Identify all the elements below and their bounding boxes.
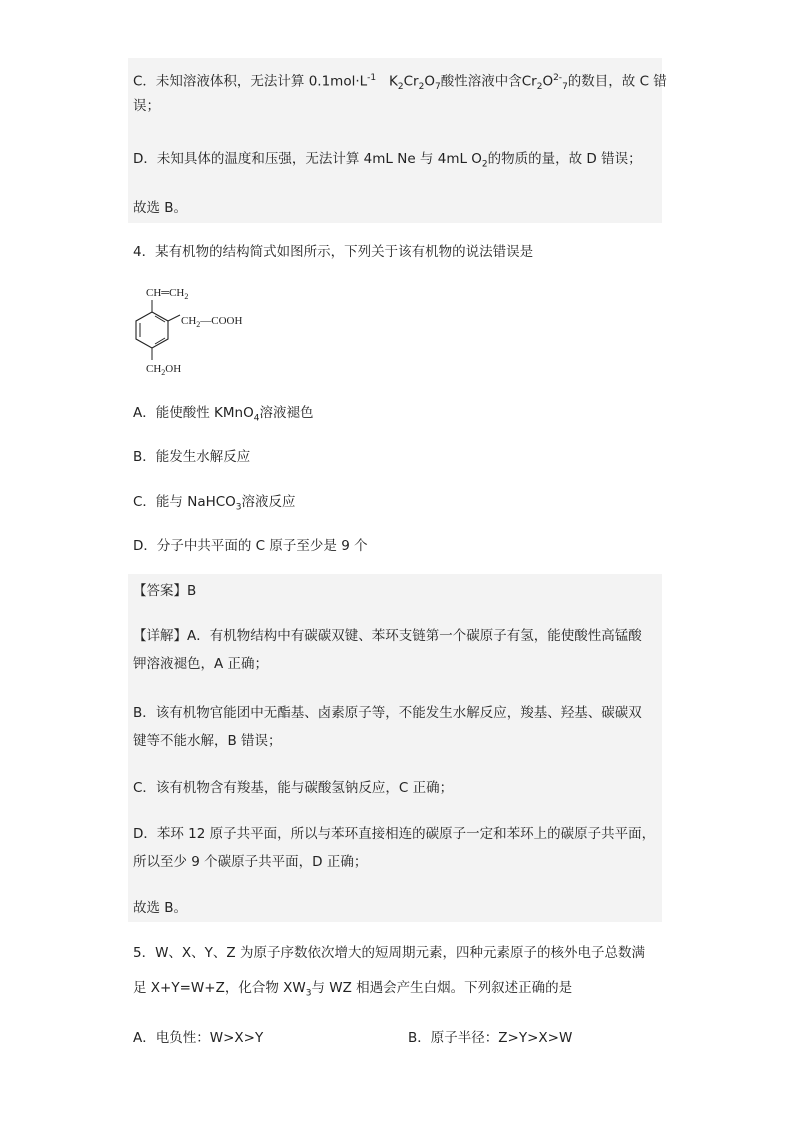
question4-option-d: D．分子中共平面的 C 原子至少是 9 个 (133, 538, 368, 554)
question4-detail-b-line2: 键等不能水解，B 错误； (133, 733, 282, 749)
structural-formula-diagram (128, 280, 278, 380)
question4-detail-d-line2: 所以至少 9 个碳原子共平面，D 正确； (133, 854, 368, 870)
question5-stem-line1: 5．W、X、Y、Z 为原子序数依次增大的短周期元素，四种元素原子的核外电子总数满 (133, 945, 645, 961)
question4-detail-d-line1: D．苯环 12 原子共平面，所以与苯环直接相连的碳原子一定和苯环上的碳原子共平面， (133, 826, 656, 842)
question4-option-b: B．能发生水解反应 (133, 449, 251, 465)
question5-option-a: A．电负性：W>X>Y (133, 1030, 264, 1046)
question4-detail-a-line2: 钾溶液褪色，A 正确； (133, 656, 269, 672)
question4-stem: 4．某有机物的结构简式如图所示，下列关于该有机物的说法错误是 (133, 244, 534, 260)
explanation-option-d: D．未知具体的温度和压强，无法计算 4mL Ne 与 4mL $O_2$的物质的量，故 D 错误； (133, 151, 642, 170)
explanation-conclusion-q3: 故选 B。 (133, 200, 188, 216)
explanation-option-c-line2: 误； (133, 98, 160, 114)
question5-stem-line2: 足 X+Y=W+Z，化合物 $XW_3$与 WZ 相遇会产生白烟。下列叙述正确的是 (133, 980, 573, 999)
question4-conclusion: 故选 B。 (133, 900, 188, 916)
question4-detail-c: C．该有机物含有羧基，能与碳酸氢钠反应，C 正确； (133, 780, 454, 796)
question4-option-a: A．能使酸性 KMnO$_4$溶液褪色 (133, 405, 314, 424)
structure-label-hydroxymethyl: $CH_2OH$ (146, 363, 182, 377)
question5-option-b: B．原子半径：Z>Y>X>W (408, 1030, 573, 1046)
structure-label-side-chain: $CH_2—COOH$ (181, 315, 243, 329)
question4-answer: 【答案】B (133, 583, 197, 599)
structure-label-vinyl: $CH═CH_2$ (146, 287, 189, 301)
question4-detail-b-line1: B．该有机物官能团中无酯基、卤素原子等，不能发生水解反应，羧基、羟基、碳碳双 (133, 705, 642, 721)
question4-detail-a-line1: 【详解】A．有机物结构中有碳碳双键、苯环支链第一个碳原子有氢，能使酸性高锰酸 (133, 628, 642, 644)
question4-option-c: C．能与 NaHCO$_3$溶液反应 (133, 494, 296, 513)
explanation-option-c-line1: C．未知溶液体积，无法计算 $0.1mol\cdot L^{-1}$ $K_2Cr_2O_7$酸性溶液中含$Cr_2O^{2-}_7$的数目，故 C 错 (133, 73, 667, 93)
